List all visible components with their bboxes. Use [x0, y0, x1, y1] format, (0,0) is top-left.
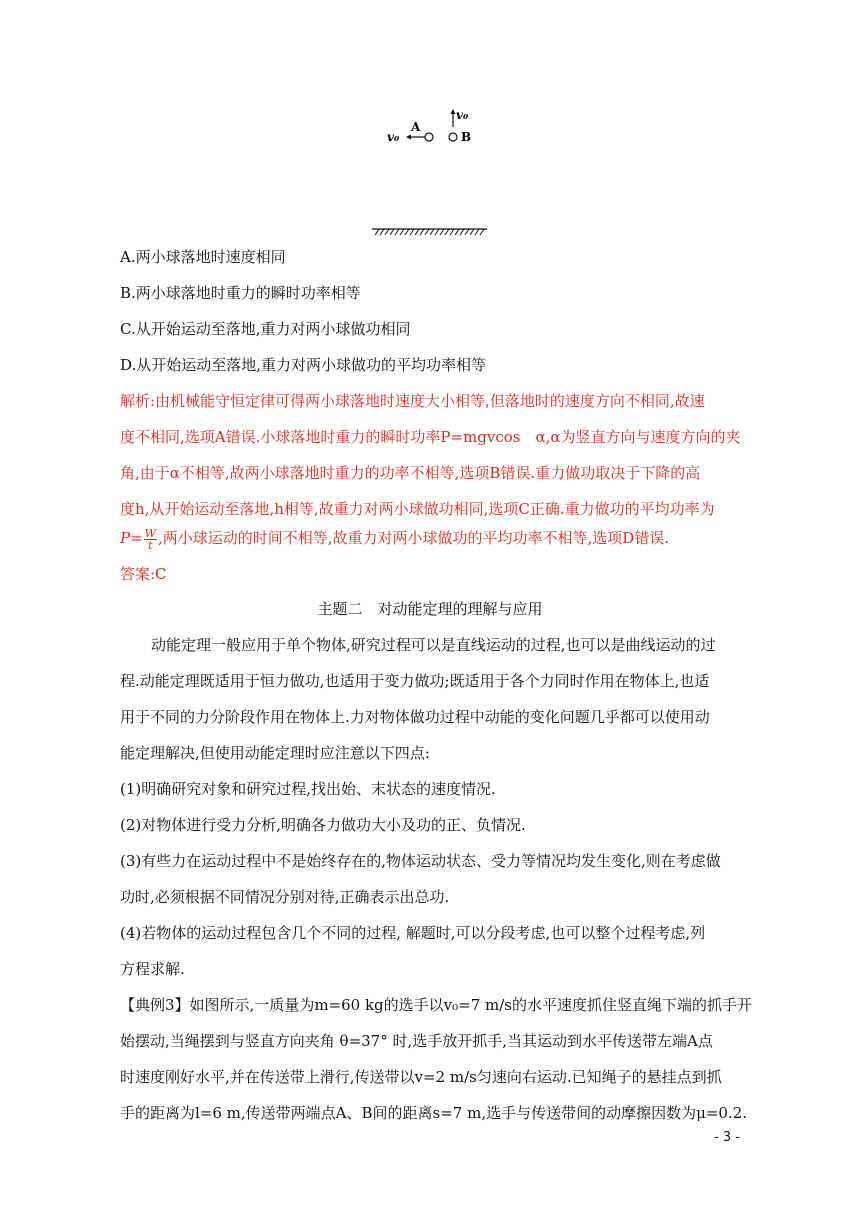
- velocity-label-b: v₀: [456, 108, 469, 122]
- body-line-10: 方程求解.: [120, 960, 185, 978]
- body-line-1: 动能定理一般应用于单个物体,研究过程可以是直线运动的过程,也可以是曲线运动的过: [151, 636, 716, 654]
- analysis-line-1: 解析:由机械能守恒定律可得两小球落地时速度大小相等,但落地时的速度方向不相同,故速: [120, 392, 705, 410]
- ball-b: [449, 133, 457, 141]
- example-line-4: 手的距离为l=6 m,传送带两端点A、B间的距离s=7 m,选手与传送带间的动摩擦因数为μ=0.2.: [120, 1104, 748, 1122]
- power-fraction: [144, 528, 157, 551]
- projectile-figure: [375, 105, 485, 150]
- body-line-3: 用于不同的力分阶段作用在物体上.力对物体做功过程中动能的变化问题几乎都可以使用动: [120, 708, 710, 726]
- fraction-denominator: t: [148, 538, 153, 552]
- topic-title: 主题二 对动能定理的理解与应用: [317, 600, 543, 618]
- velocity-label-a: v₀: [387, 130, 400, 144]
- analysis-line-2: 度不相同,选项A错误.小球落地时重力的瞬时功率P=mgvcos α,α为竖直方向与速度方向的夹: [120, 428, 741, 446]
- fraction-numerator: W: [144, 526, 156, 540]
- example-line-3: 时速度刚好水平,并在传送带上滑行,传送带以v=2 m/s匀速向右运动.已知绳子的悬挂点到抓: [120, 1068, 722, 1086]
- power-formula-prefix: P=: [120, 529, 143, 547]
- option-a: A.两小球落地时速度相同: [120, 248, 286, 266]
- body-line-2: 程.动能定理既适用于恒力做功,也适用于变力做功;既适用于各个力同时作用在物体上,也适: [120, 672, 710, 690]
- body-line-4: 能定理解决,但使用动能定理时应注意以下四点:: [120, 744, 430, 762]
- example-line-1: 【典例3】如图所示,一质量为m=60 kg的选手以v₀=7 m/s的水平速度抓住竖直绳下端的抓手开: [120, 996, 752, 1014]
- example-line-2: 始摆动,当绳摆到与竖直方向夹角 θ=37° 时,选手放开抓手,当其运动到水平传送带左端A点: [120, 1032, 713, 1050]
- page-number: - 3 -: [714, 1130, 740, 1145]
- arrowhead-up-icon: [451, 109, 456, 114]
- body-line-5: (1)明确研究对象和研究过程,找出始、末状态的速度情况.: [120, 780, 496, 798]
- body-line-6: (2)对物体进行受力分析,明确各力做功大小及功的正、负情况.: [120, 816, 526, 834]
- option-c: C.从开始运动至落地,重力对两小球做功相同: [120, 320, 411, 338]
- ball-a-label: A: [411, 120, 421, 134]
- option-b: B.两小球落地时重力的瞬时功率相等: [120, 284, 361, 302]
- body-line-8: 功时,必须根据不同情况分别对待,正确表示出总功.: [120, 888, 450, 906]
- analysis-line-5: [120, 523, 740, 553]
- ball-a: [425, 133, 433, 141]
- analysis-line-3: 角,由于α不相等,故两小球落地时重力的功率不相等,选项B错误.重力做功取决于下降的高: [120, 464, 701, 482]
- ground-surface: [372, 228, 487, 236]
- analysis-line-4: 度h,从开始运动至落地,h相等,故重力对两小球做功相同,选项C正确.重力做功的平均功率为: [120, 500, 715, 518]
- option-d: D.从开始运动至落地,重力对两小球做功的平均功率相等: [120, 356, 487, 374]
- analysis-line-5-rest: ,两小球运动的时间不相等,故重力对两小球做功的平均功率不相等,选项D错误.: [157, 529, 670, 547]
- body-line-7: (3)有些力在运动过程中不是始终存在的,物体运动状态、受力等情况均发生变化,则在考虑做: [120, 852, 721, 870]
- body-line-9: (4)若物体的运动过程包含几个不同的过程, 解题时,可以分段考虑,也可以整个过程考虑,列: [120, 924, 706, 942]
- arrowhead-left-icon: [406, 135, 411, 140]
- answer: 答案:C: [120, 565, 167, 583]
- ball-b-label: B: [461, 130, 472, 144]
